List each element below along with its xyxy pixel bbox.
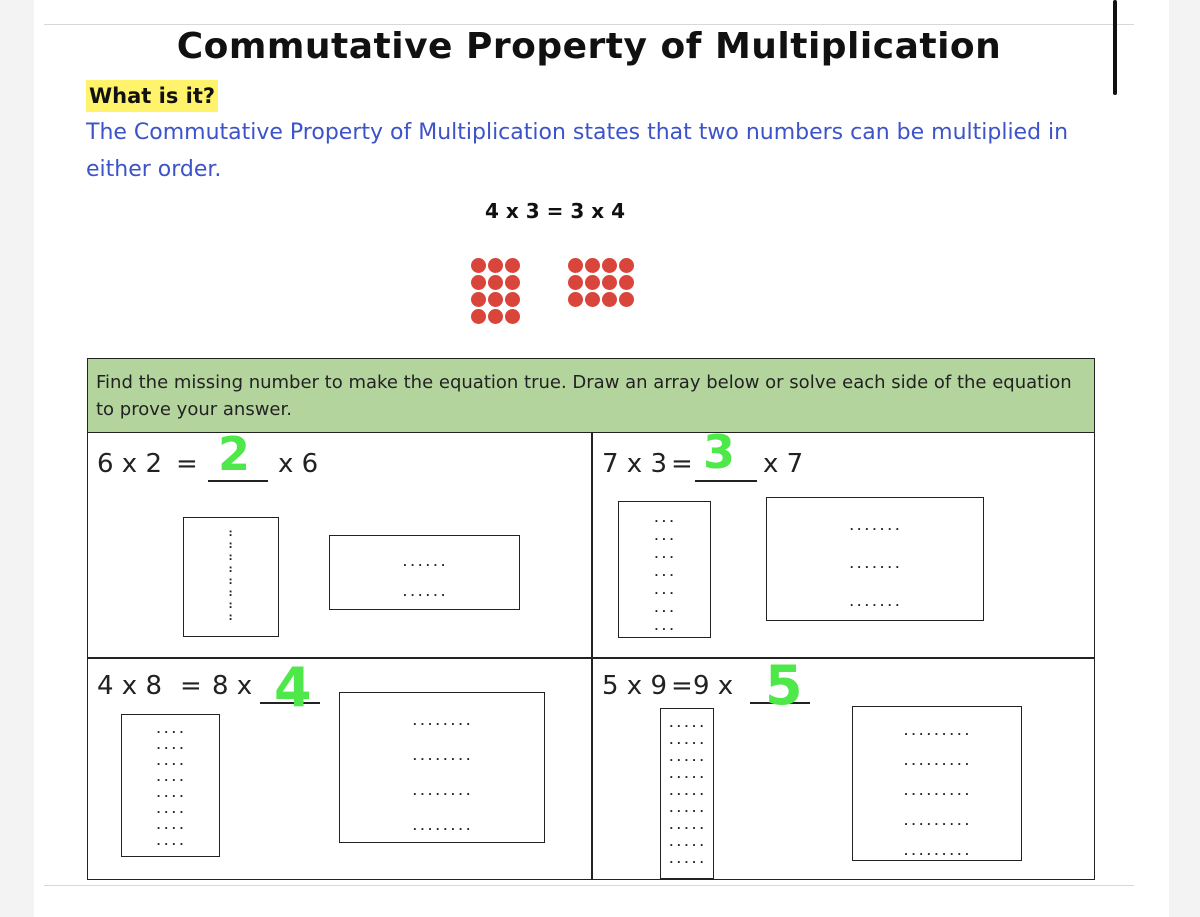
array-dot <box>488 309 503 324</box>
array-dot <box>568 275 583 290</box>
definition-text: The Commutative Property of Multiplication states that two numbers can be multiplied in either order. <box>86 120 1069 182</box>
problem-left: 7 x 3 <box>602 449 667 479</box>
equals-sign: = <box>671 449 693 479</box>
array-dot <box>619 292 634 307</box>
problem-right: 9 x <box>693 671 734 701</box>
what-is-it-heading: What is it? <box>86 80 218 112</box>
array-dot <box>471 309 486 324</box>
problem-cell-2 <box>593 425 1096 657</box>
array-box: : : : : : : : : <box>183 517 279 637</box>
problem-cell-1 <box>88 427 591 657</box>
example-array-3x4 <box>568 258 634 307</box>
array-dot <box>585 275 600 290</box>
handwritten-answer: 4 <box>274 656 312 719</box>
array-dot <box>568 258 583 273</box>
array-box: .... .... .... .... .... .... .... .... <box>121 714 220 857</box>
problem-left: 5 x 9 <box>602 671 667 701</box>
bottom-divider <box>44 885 1134 886</box>
array-dot <box>602 275 617 290</box>
example-equation: 4 x 3 = 3 x 4 <box>485 199 625 223</box>
answer-blank <box>695 480 757 482</box>
problem-right: x 6 <box>278 449 319 479</box>
array-dot <box>505 292 520 307</box>
array-box: ........ ........ ........ ........ <box>339 692 545 843</box>
array-box: ..... ..... ..... ..... ..... ..... ..... ..... ..... <box>660 708 714 879</box>
handwritten-answer: 5 <box>765 654 803 717</box>
array-box: ......... ......... ......... ......... ......... <box>852 706 1022 861</box>
array-dot <box>471 258 486 273</box>
array-box: ...... ...... <box>329 535 520 610</box>
array-dot <box>505 258 520 273</box>
instructions: Find the missing number to make the equation true. Draw an array below or solve each side of the equation to prove your answer. <box>88 359 1094 433</box>
array-dot <box>505 309 520 324</box>
array-dot <box>568 292 583 307</box>
array-dot <box>505 275 520 290</box>
problem-cell-3 <box>88 658 591 880</box>
array-dot <box>488 258 503 273</box>
array-dot <box>471 275 486 290</box>
problem-left: 6 x 2 <box>97 449 162 479</box>
problem-right: x 7 <box>763 449 804 479</box>
practice-table <box>87 358 1095 880</box>
array-dot <box>619 275 634 290</box>
equals-sign: = <box>671 671 693 701</box>
array-dot <box>602 292 617 307</box>
top-divider <box>44 24 1134 25</box>
handwritten-answer: 3 <box>703 425 736 479</box>
example-array-4x3 <box>471 258 520 324</box>
array-dot <box>585 258 600 273</box>
array-dot <box>602 258 617 273</box>
array-box: ... ... ... ... ... ... ... <box>618 501 711 638</box>
array-dot <box>488 292 503 307</box>
problem-left: 4 x 8 <box>97 671 162 701</box>
array-box: ....... ....... ....... <box>766 497 984 621</box>
array-dot <box>471 292 486 307</box>
problem-cell-4 <box>593 654 1096 880</box>
array-dot <box>619 258 634 273</box>
problem-right: 8 x <box>212 671 253 701</box>
array-dot <box>488 275 503 290</box>
equals-sign: = <box>176 449 198 479</box>
equals-sign: = <box>180 671 202 701</box>
page-title: Commutative Property of Multiplication <box>176 26 1002 67</box>
handwritten-answer: 2 <box>218 427 251 481</box>
array-dot <box>585 292 600 307</box>
